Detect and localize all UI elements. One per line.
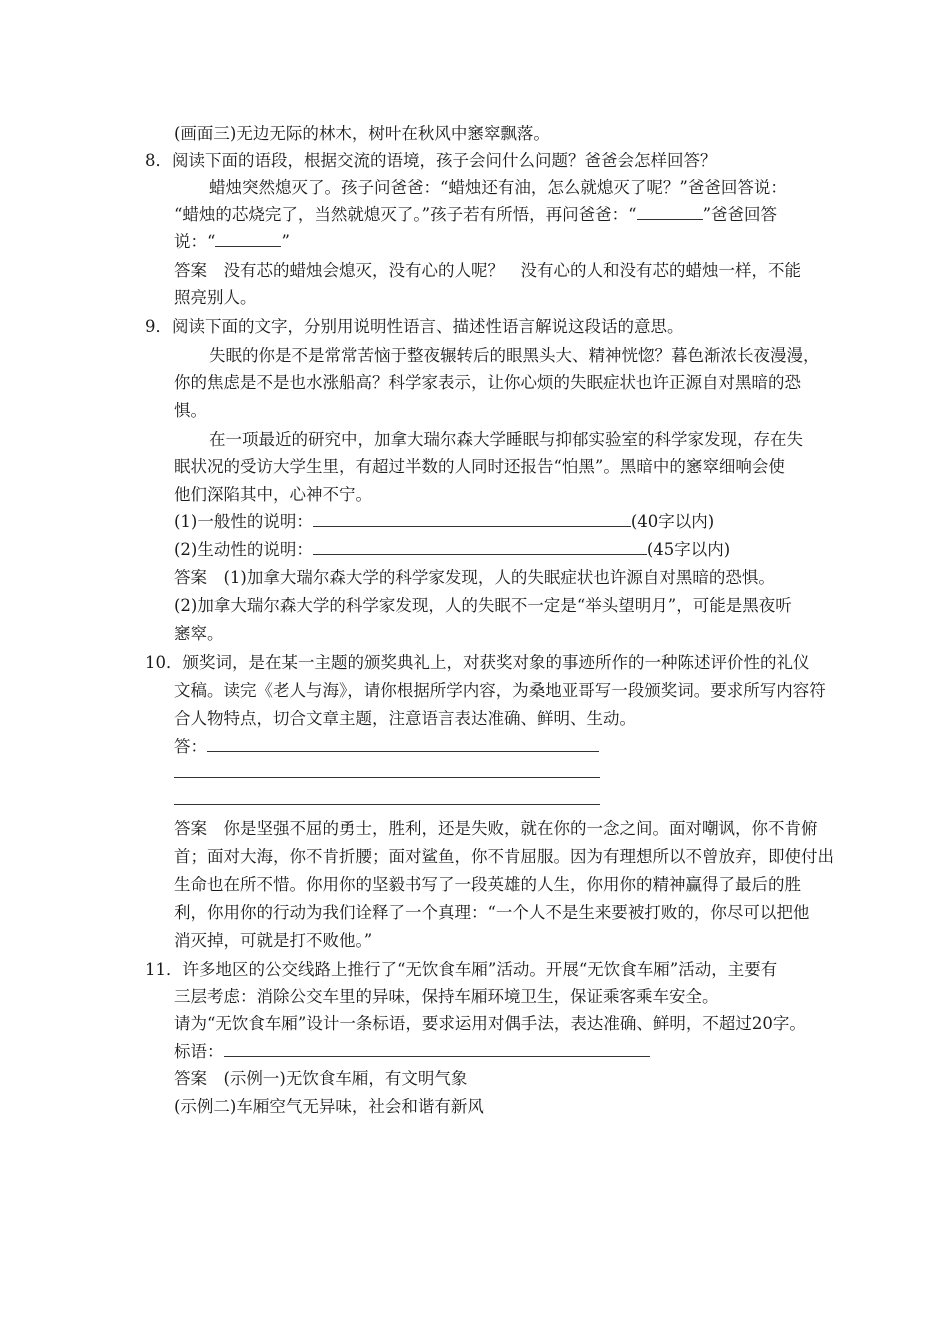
q8-question-blank[interactable]	[637, 205, 703, 220]
q10-answer-line-1	[174, 737, 599, 757]
q10-answer-4: 利，你用你的行动为我们诠释了一个真理：“一个人不是生来要被打败的，你尽可以把他	[174, 903, 810, 922]
q11-slogan-line	[174, 1042, 650, 1062]
q9-answer-2: (2)加拿大瑞尔森大学的科学家发现，人的失眠不一定是“举头望明月”，可能是黑夜听	[174, 596, 792, 615]
q11-slogan-blank[interactable]	[224, 1042, 650, 1057]
q11-answer-2: (示例二)车厢空气无异味，社会和谐有新风	[174, 1097, 484, 1116]
q8-passage-3	[174, 232, 290, 252]
q8-answer-2: 照亮别人。	[174, 288, 257, 307]
q8-passage-2b: ”爸爸回答	[702, 205, 777, 224]
q8-passage-3b: ”	[281, 232, 290, 251]
q7-scene3: (画面三)无边无际的林木，树叶在秋风中窸窣飘落。	[174, 124, 550, 143]
q10-answer-1: 答案 你是坚强不屈的勇士，胜利，还是失败，就在你的一念之间。面对嘲讽，你不肯俯	[174, 819, 818, 838]
q11-number: 11．	[145, 960, 183, 979]
q8-prompt	[145, 151, 717, 171]
q8-passage-2	[174, 205, 777, 225]
q8-prompt-text: 阅读下面的语段，根据交流的语境，孩子会问什么问题？爸爸会怎样回答？	[172, 151, 717, 170]
q9-passage-3: 惧。	[174, 401, 207, 420]
q8-number: 8．	[145, 151, 172, 170]
q9-passage-1: 失眠的你是不是常常苦恼于整夜辗转后的眼黑头大、精神恍惚？暮色渐浓长夜漫漫，	[209, 346, 820, 365]
q10-answer-blank-3[interactable]	[174, 804, 600, 805]
q9-passage-6: 他们深陷其中，心神不宁。	[174, 485, 372, 504]
q11-slogan-label: 标语：	[174, 1042, 224, 1061]
q10-prompt-text-1: 颁奖词，是在某一主题的颁奖典礼上，对获奖对象的事迹所作的一种陈述评价性的礼仪	[182, 653, 810, 672]
q9-item-1-label: (1)一般性的说明：	[174, 512, 313, 531]
q10-answer-blank-2[interactable]	[174, 777, 600, 778]
q10-prompt-1	[145, 653, 810, 673]
q10-answer-label: 答：	[174, 737, 207, 756]
q10-number: 10．	[145, 653, 183, 672]
q8-answer-1: 答案 没有芯的蜡烛会熄灭，没有心的人呢？ 没有心的人和没有芯的蜡烛一样，不能	[174, 261, 801, 280]
q9-passage-5: 眠状况的受访大学生里，有超过半数的人同时还报告“怕黑”。黑暗中的窸窣细响会使	[174, 457, 785, 476]
q11-prompt-2: 三层考虑：消除公交车里的异味，保持车厢环境卫生，保证乘客乘车安全。	[174, 987, 719, 1006]
q9-item-2-limit: (45字以内)	[646, 540, 731, 559]
q9-passage-4: 在一项最近的研究中，加拿大瑞尔森大学睡眠与抑郁实验室的科学家发现，存在失	[209, 430, 803, 449]
q11-prompt-1	[145, 960, 777, 980]
q11-prompt-3: 请为“无饮食车厢”设计一条标语，要求运用对偶手法，表达准确、鲜明，不超过20字。	[174, 1014, 806, 1033]
q9-passage-2: 你的焦虑是不是也水涨船高？科学家表示，让你心烦的失眠症状也许正源自对黑暗的恐	[174, 373, 801, 392]
q11-prompt-text-1: 许多地区的公交线路上推行了“无饮食车厢”活动。开展“无饮食车厢”活动，主要有	[182, 960, 778, 979]
q10-prompt-3: 合人物特点，切合文章主题，注意语言表达准确、鲜明、生动。	[174, 709, 636, 728]
q10-answer-blank-1[interactable]	[207, 737, 599, 752]
q10-answer-2: 首；面对大海，你不肯折腰；面对鲨鱼，你不肯屈服。因为有理想所以不曾放弃，即使付出	[174, 847, 834, 866]
q10-answer-5: 消灭掉，可就是打不败他。”	[174, 931, 373, 950]
q9-answer-1: 答案 (1)加拿大瑞尔森大学的科学家发现，人的失眠症状也许源自对黑暗的恐惧。	[174, 568, 775, 587]
q9-item-2-blank[interactable]	[313, 540, 647, 555]
q9-item-2	[174, 540, 730, 560]
q9-item-2-label: (2)生动性的说明：	[174, 540, 313, 559]
q8-answer-blank[interactable]	[215, 232, 281, 247]
q11-answer-1: 答案 (示例一)无饮食车厢，有文明气象	[174, 1069, 468, 1088]
q9-number: 9．	[145, 317, 172, 336]
q9-item-1	[174, 512, 714, 532]
q8-passage-2a: “蜡烛的芯烧完了，当然就熄灭了。”孩子若有所悟，再问爸爸：“	[174, 205, 637, 224]
q8-passage-1: 蜡烛突然熄灭了。孩子问爸爸：“蜡烛还有油，怎么就熄灭了呢？”爸爸回答说：	[209, 178, 787, 197]
q10-prompt-2: 文稿。读完《老人与海》，请你根据所学内容，为桑地亚哥写一段颁奖词。要求所写内容符	[174, 681, 826, 700]
q9-prompt-text: 阅读下面的文字，分别用说明性语言、描述性语言解说这段话的意思。	[172, 317, 684, 336]
q9-prompt	[145, 317, 684, 337]
q8-passage-3a: 说：“	[174, 232, 216, 251]
q9-item-1-limit: (40字以内)	[630, 512, 715, 531]
q9-answer-3: 窸窣。	[174, 624, 224, 643]
q10-answer-3: 生命也在所不惜。你用你的坚毅书写了一段英雄的人生，你用你的精神赢得了最后的胜	[174, 875, 801, 894]
q9-item-1-blank[interactable]	[313, 512, 631, 527]
